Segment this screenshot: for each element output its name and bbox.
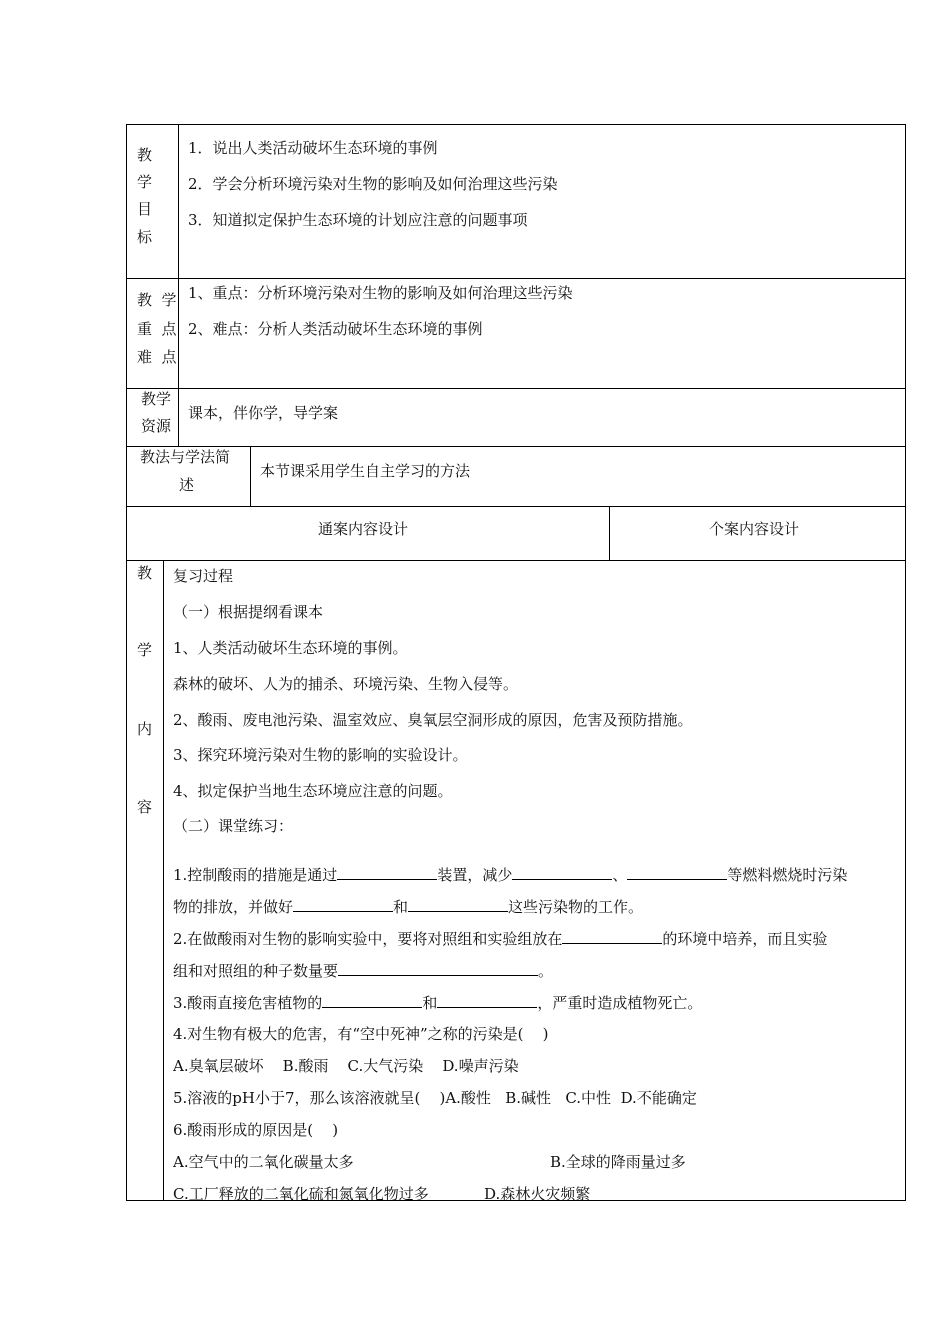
part2-title: （二）课堂练习： (173, 817, 294, 835)
objective-item: 3．知道拟定保护生态环境的计划应注意的问题事项 (188, 211, 528, 229)
answer-blank[interactable] (337, 865, 437, 880)
question-6-option-b: B.全球的降雨量过多 (550, 1153, 686, 1171)
question-text: 、 (612, 866, 628, 884)
question-5: 5.溶液的pH小于7，那么该溶液就呈( )A.酸性 B.碱性 C.中性 D.不能确定 (173, 1089, 697, 1107)
outline-item: 1、人类活动破坏生态环境的事例。 (173, 639, 408, 657)
question-4: 4.对生物有极大的危害，有“空中死神”之称的污染是( ) (173, 1025, 549, 1043)
answer-blank[interactable] (293, 897, 393, 912)
question-text: 1.控制酸雨的措施是通过 (173, 866, 338, 884)
resources-value: 课本，伴你学，导学案 (188, 404, 339, 422)
objectives-label-char: 学 (137, 173, 153, 191)
row-divider (126, 506, 906, 507)
column-divider (609, 506, 610, 560)
question-text: ，严重时造成植物死亡。 (537, 994, 703, 1012)
question-text: 和 (393, 898, 409, 916)
methods-label-line: 述 (179, 476, 195, 494)
answer-blank[interactable] (627, 865, 727, 880)
question-text: 装置，减少 (437, 866, 513, 884)
answer-blank[interactable] (338, 961, 538, 976)
row-divider (126, 560, 906, 561)
answer-blank[interactable] (437, 993, 537, 1008)
objectives-label-char: 标 (137, 228, 153, 246)
question-1-line1 (173, 865, 847, 884)
objectives-label-char: 教 (137, 146, 153, 164)
content-label-char: 容 (137, 798, 153, 816)
question-text: 组和对照组的种子数量要 (173, 962, 339, 980)
row-divider (126, 278, 906, 279)
question-2-line2 (173, 961, 553, 980)
question-6-option-d: D.森林火灾频繁 (484, 1185, 591, 1203)
answer-blank[interactable] (322, 993, 422, 1008)
content-label-char: 教 (137, 564, 153, 582)
question-text: 物的排放，并做好 (173, 898, 294, 916)
keypoint-item: 2、难点：分析人类活动破坏生态环境的事例 (188, 320, 483, 338)
row-divider (126, 388, 906, 389)
column-divider (178, 124, 179, 446)
column-divider (163, 560, 164, 1200)
resources-label-line: 资源 (141, 417, 172, 435)
keypoints-label-line: 难 点 (137, 348, 177, 366)
common-design-header: 通案内容设计 (318, 520, 409, 538)
keypoints-label-line: 教 学 (137, 291, 177, 309)
table-border-right (905, 124, 906, 1201)
question-text: 这些污染物的工作。 (508, 898, 644, 916)
question-text: 。 (538, 962, 554, 980)
review-title: 复习过程 (173, 567, 234, 585)
question-text: 的环境中培养，而且实验 (662, 930, 828, 948)
outline-item: 森林的破坏、人为的捕杀、环境污染、生物入侵等。 (173, 675, 519, 693)
part1-title: （一）根据提纲看课本 (173, 603, 324, 621)
content-label-char: 内 (137, 720, 153, 738)
outline-item: 4、拟定保护当地生态环境应注意的问题。 (173, 782, 453, 800)
objective-item: 2．学会分析环境污染对生物的影响及如何治理这些污染 (188, 175, 558, 193)
row-divider (126, 446, 906, 447)
question-text: 和 (422, 994, 438, 1012)
question-text: 等燃料燃烧时污染 (727, 866, 848, 884)
question-text: 2.在做酸雨对生物的影响实验中，要将对照组和实验组放在 (173, 930, 563, 948)
answer-blank[interactable] (562, 929, 662, 944)
answer-blank[interactable] (512, 865, 612, 880)
outline-item: 3、探究环境污染对生物的影响的实验设计。 (173, 746, 468, 764)
table-border-left (126, 124, 127, 1201)
question-6: 6.酸雨形成的原因是( ) (173, 1121, 339, 1139)
table-border-top (126, 124, 906, 125)
objectives-label-char: 目 (137, 200, 153, 218)
question-3 (173, 993, 702, 1012)
objective-item: 1．说出人类活动破坏生态环境的事例 (188, 139, 438, 157)
keypoint-item: 1、重点：分析环境污染对生物的影响及如何治理这些污染 (188, 284, 573, 302)
column-divider (250, 446, 251, 506)
methods-value: 本节课采用学生自主学习的方法 (260, 462, 471, 480)
outline-item: 2、酸雨、废电池污染、温室效应、臭氧层空洞形成的原因，危害及预防措施。 (173, 711, 693, 729)
question-1-line2 (173, 897, 643, 916)
question-2-line1 (173, 929, 827, 948)
answer-blank[interactable] (408, 897, 508, 912)
keypoints-label-line: 重 点 (137, 320, 177, 338)
resources-label-line: 教学 (141, 390, 172, 408)
question-text: 3.酸雨直接危害植物的 (173, 994, 323, 1012)
content-label-char: 学 (137, 641, 153, 659)
question-4-options: A.臭氧层破坏 B.酸雨 C.大气污染 D.噪声污染 (173, 1057, 519, 1075)
question-6-option-c: C.工厂释放的二氧化硫和氮氧化物过多 (173, 1185, 429, 1203)
question-6-option-a: A.空气中的二氧化碳量太多 (173, 1153, 354, 1171)
methods-label-line: 教法与学法简 (140, 448, 231, 466)
individual-design-header: 个案内容设计 (709, 520, 800, 538)
